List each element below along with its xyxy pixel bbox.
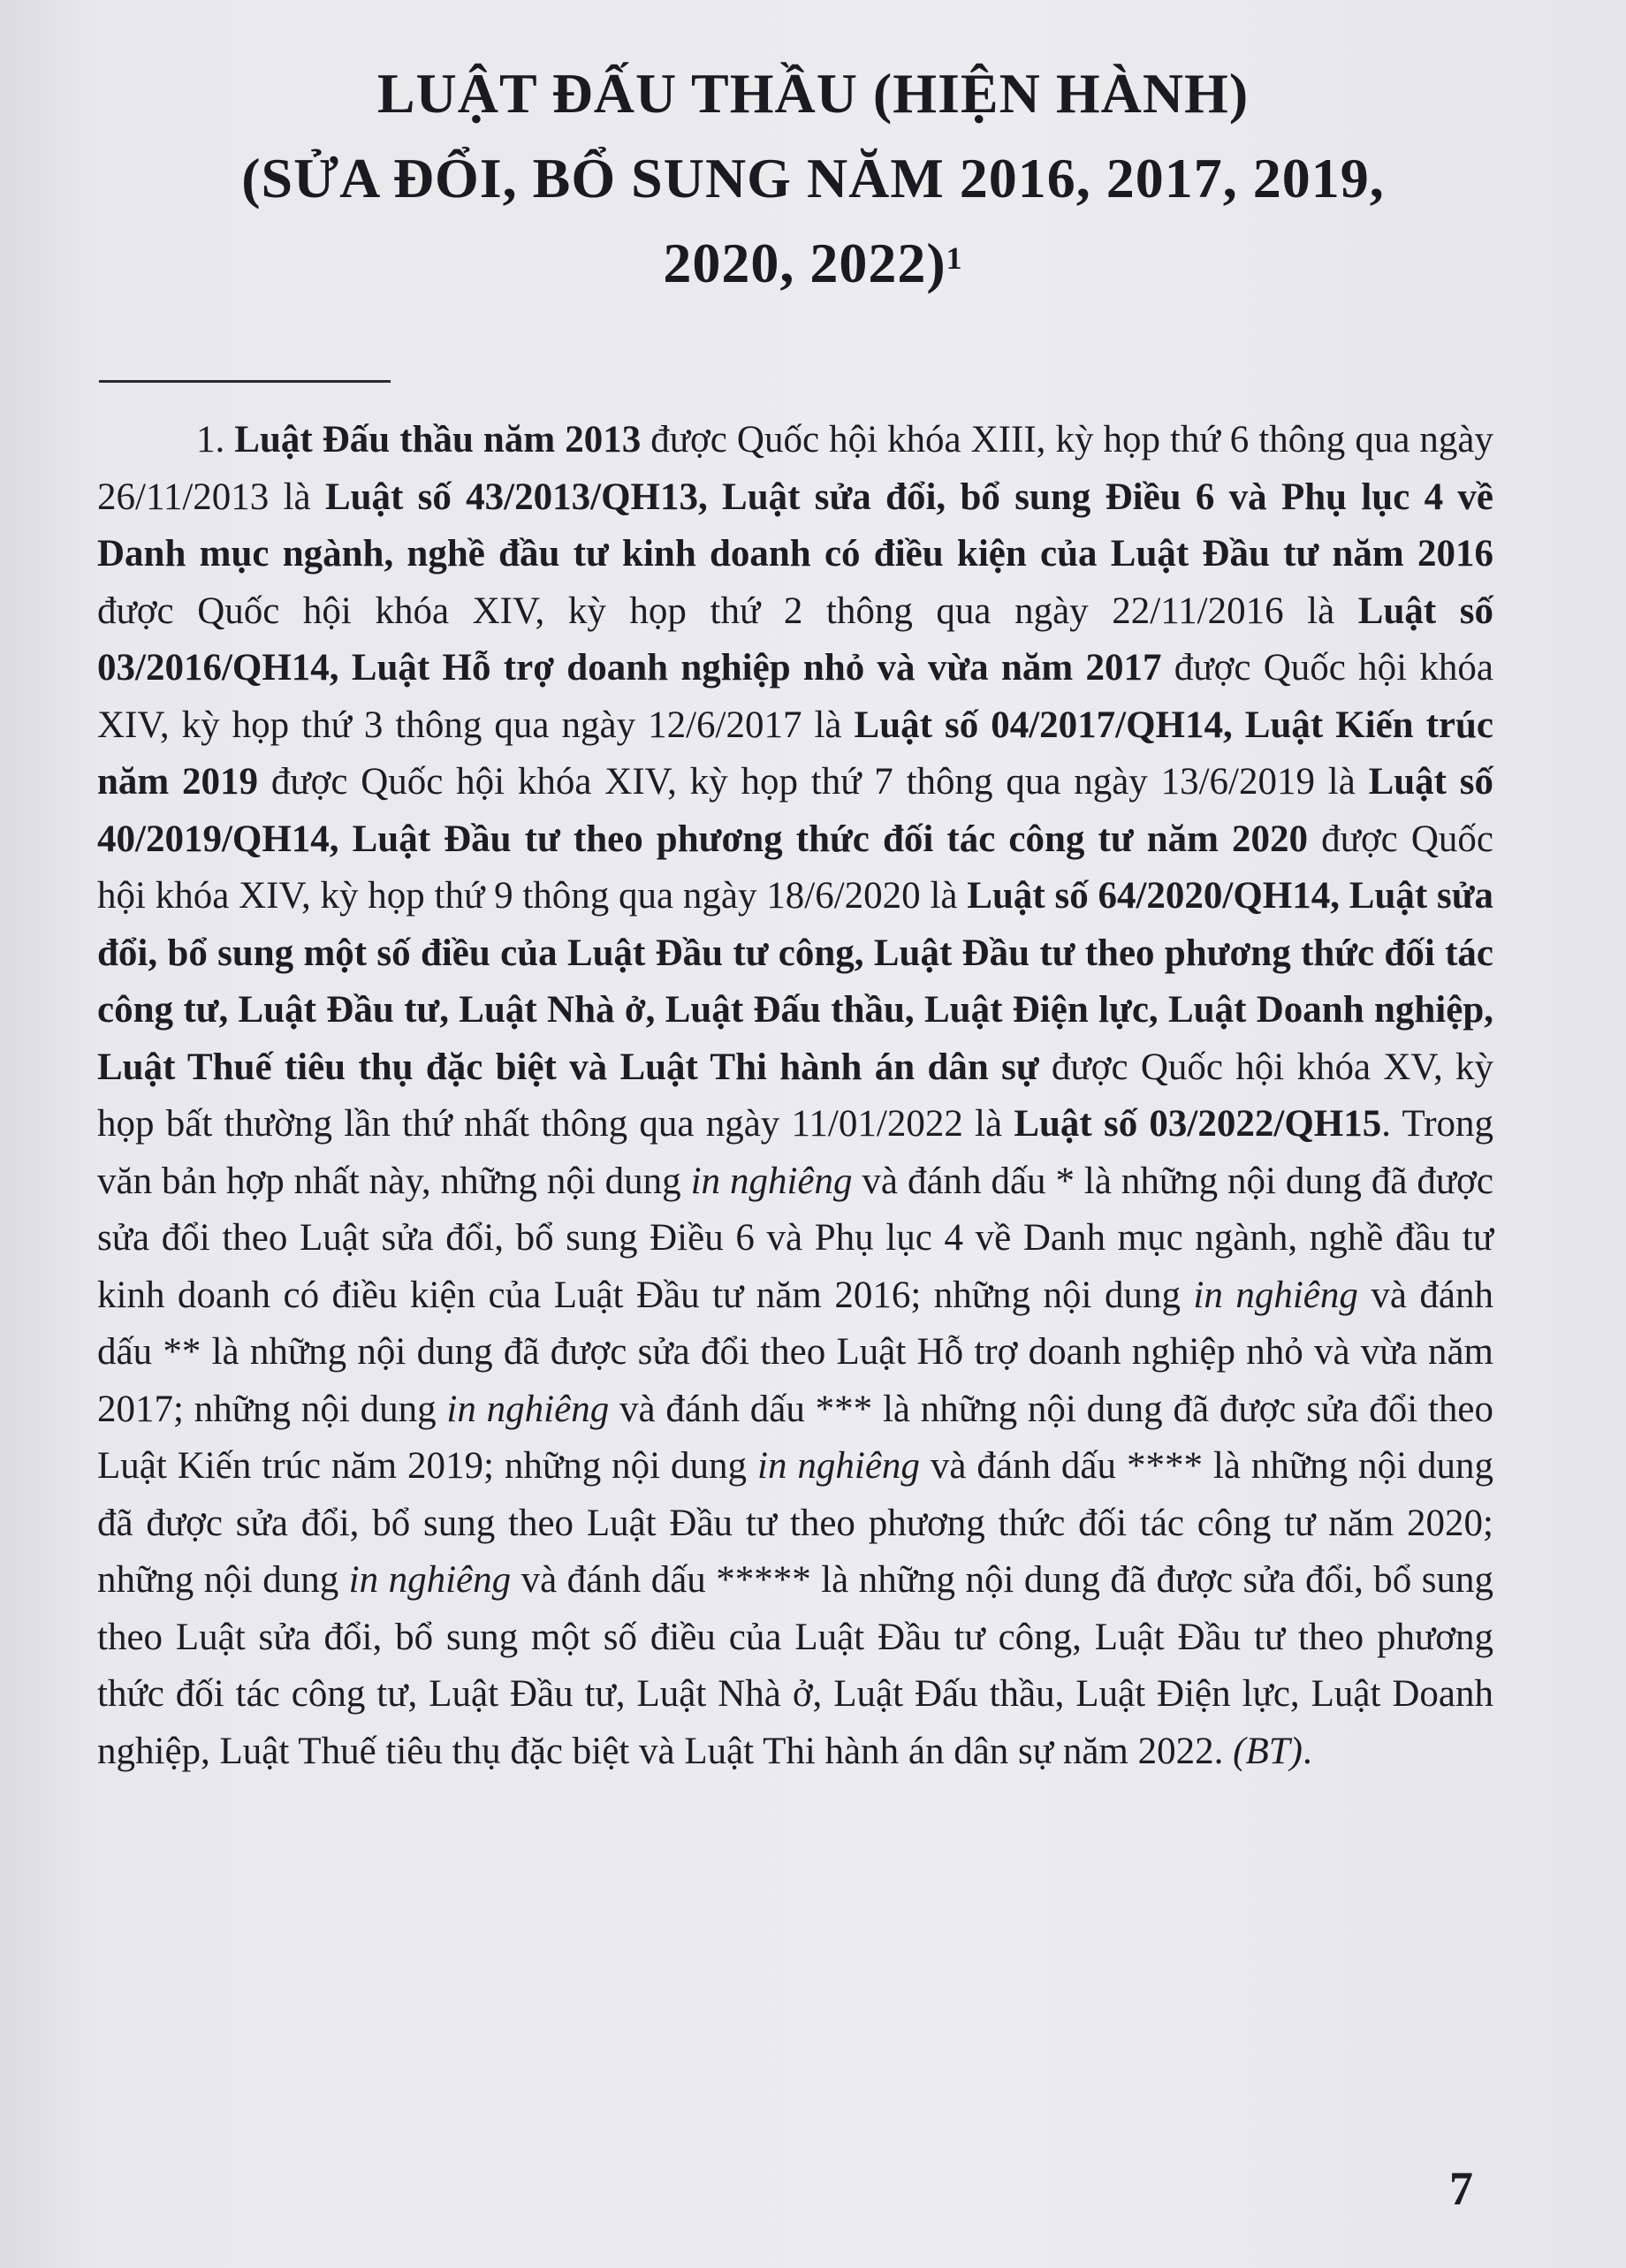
footnote-text-segment: và đánh dấu **** là những nội dung đã được sửa đổi, bổ sung theo Luật Đầu tư theo phương thức đối tác công tư năm 2020; những nội dung xyxy=(97,1445,1493,1601)
footnote-italic-text: in nghiêng xyxy=(757,1445,920,1487)
footnote-text-segment: được Quốc hội khóa XIV, kỳ họp thứ 9 thông qua ngày 18/6/2020 là xyxy=(97,818,1493,917)
footnote-text xyxy=(97,412,1493,1780)
footnote-italic-text: in nghiêng xyxy=(1193,1274,1358,1316)
footnote-text-segment: được Quốc hội khóa XIV, kỳ họp thứ 3 thông qua ngày 12/6/2017 là xyxy=(97,647,1493,746)
page-number: 7 xyxy=(1449,2162,1473,2215)
footnote-italic-text: in nghiêng xyxy=(690,1160,853,1202)
footnote-text-segment: . Trong văn bản hợp nhất này, những nội dung xyxy=(97,1103,1494,1202)
footnote-text-segment: được Quốc hội khóa XV, kỳ họp bất thường lần thứ nhất thông qua ngày 11/01/2022 là xyxy=(97,1046,1493,1145)
title-line-1: LUẬT ĐẤU THẦU (HIỆN HÀNH) xyxy=(376,62,1250,125)
title-line-3-text: 2020, 2022) xyxy=(663,232,946,294)
footnote-text-segment: được Quốc hội khóa XIV, kỳ họp thứ 7 thông qua ngày 13/6/2019 là xyxy=(258,761,1369,803)
footnote-bold-text: Luật số 03/2016/QH14, Luật Hỗ trợ doanh nghiệp nhỏ và vừa năm 2017 xyxy=(97,590,1493,689)
footnote-text-segment: và đánh dấu * là những nội dung đã được sửa đổi theo Luật sửa đổi, bổ sung Điều 6 và Phụ lục 4 về Danh mục ngành, nghề đầu tư kinh doanh có điều kiện của Luật Đầu tư năm 2016; những nội dung xyxy=(97,1160,1493,1316)
footnote-text-segment: được Quốc hội khóa XIII, kỳ họp thứ 6 thông qua ngày 26/11/2013 là xyxy=(97,419,1494,518)
footnote-italic-text: (BT) xyxy=(1233,1730,1303,1772)
footnote-text-segment: được Quốc hội khóa XIV, kỳ họp thứ 2 thông qua ngày 22/11/2016 là xyxy=(97,590,1358,632)
footnote-text-segment: và đánh dấu ** là những nội dung đã được sửa đổi theo Luật Hỗ trợ doanh nghiệp nhỏ và vừa năm 2017; những nội dung xyxy=(97,1274,1494,1430)
footnote-separator xyxy=(99,380,391,383)
footnote-italic-text: in nghiêng xyxy=(446,1388,610,1430)
footnote-bold-text: Luật số 64/2020/QH14, Luật sửa đổi, bổ sung một số điều của Luật Đầu tư công, Luật Đầu tư theo phương thức đối tác công tư, Luật Đầu tư, Luật Nhà ở, Luật Đấu thầu, Luật Điện lực, Luật Doanh nghiệp, Luật Thuế tiêu thụ đặc biệt và Luật Thi hành án dân sự xyxy=(97,875,1494,1088)
document-title xyxy=(0,51,1626,306)
footnote-text-segment: 1. xyxy=(196,419,235,460)
title-line-2: (SỬA ĐỔI, BỔ SUNG NĂM 2016, 2017, 2019, xyxy=(241,147,1385,209)
footnote-italic-text: in nghiêng xyxy=(348,1559,512,1601)
footnote-reference: 1 xyxy=(946,240,963,276)
footnote-text-segment: và đánh dấu ***** là những nội dung đã được sửa đổi, bổ sung theo Luật sửa đổi, bổ sung một số điều của Luật Đầu tư công, Luật Đầu tư theo phương thức đối tác công tư, Luật Đầu tư, Luật Nhà ở, Luật Đấu thầu, Luật Điện lực, Luật Doanh nghiệp, Luật Thuế tiêu thụ đặc biệt và Luật Thi hành án dân sự năm 2022. xyxy=(97,1559,1493,1772)
title-line-3 xyxy=(0,221,1626,306)
footnote-bold-text: Luật số 40/2019/QH14, Luật Đầu tư theo phương thức đối tác công tư năm 2020 xyxy=(97,761,1493,860)
footnote-bold-text: Luật số 04/2017/QH14, Luật Kiến trúc năm 2019 xyxy=(97,704,1493,803)
footnote-bold-text: Luật Đấu thầu năm 2013 xyxy=(234,419,642,460)
footnote-text-segment: . xyxy=(1302,1730,1312,1772)
footnote-bold-text: Luật số 03/2022/QH15 xyxy=(1014,1103,1382,1145)
footnote-text-segment: và đánh dấu *** là những nội dung đã được sửa đổi theo Luật Kiến trúc năm 2019; những nội dung xyxy=(97,1388,1493,1487)
footnote-bold-text: Luật số 43/2013/QH13, Luật sửa đổi, bổ sung Điều 6 và Phụ lục 4 về Danh mục ngành, nghề đầu tư kinh doanh có điều kiện của Luật Đầu tư năm 2016 xyxy=(97,476,1493,575)
